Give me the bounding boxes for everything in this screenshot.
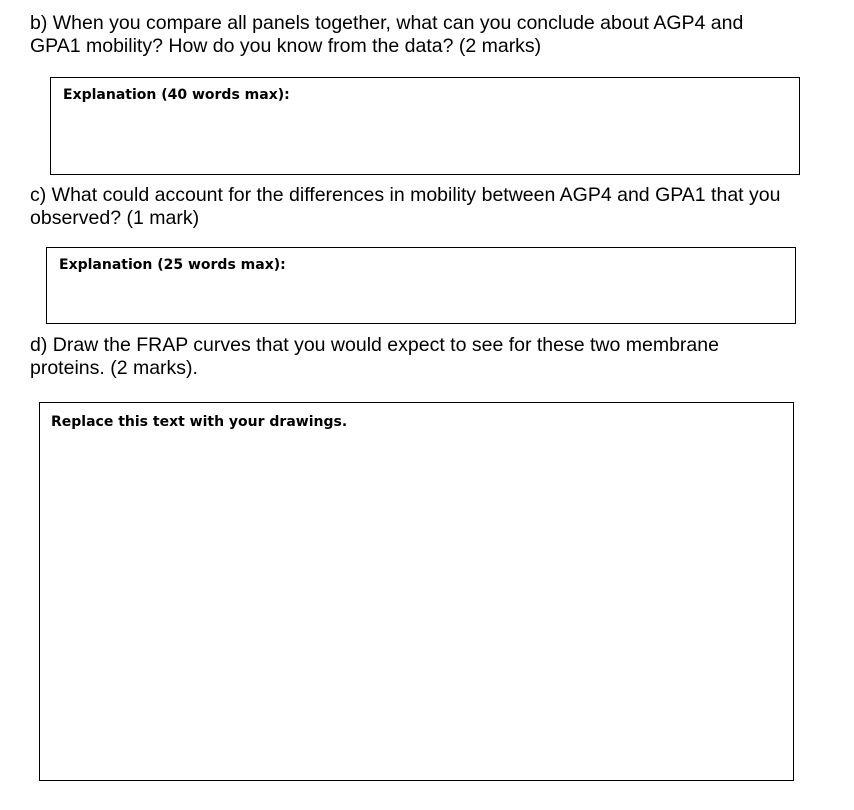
drawing-box-d[interactable] — [39, 402, 794, 781]
question-c-text — [30, 184, 780, 230]
drawing-box-d-label: Replace this text with your drawings. — [51, 414, 348, 430]
answer-box-b[interactable] — [50, 77, 800, 175]
answer-box-c[interactable] — [46, 247, 796, 324]
question-c-line-1: c) What could account for the differences in mobility between AGP4 and GPA1 that you — [30, 184, 781, 206]
question-d-line-2: proteins. (2 marks). — [30, 357, 198, 379]
answer-box-b-label: Explanation (40 words max): — [63, 87, 290, 103]
question-d-text — [30, 334, 719, 380]
answer-box-c-label: Explanation (25 words max): — [59, 257, 286, 273]
question-d-line-1: d) Draw the FRAP curves that you would expect to see for these two membrane — [30, 334, 719, 356]
question-b-line-1: b) When you compare all panels together, what can you conclude about AGP4 and — [30, 12, 744, 34]
question-b-text — [30, 12, 743, 58]
question-c-line-2: observed? (1 mark) — [30, 207, 200, 229]
question-b-line-2: GPA1 mobility? How do you know from the data? (2 marks) — [30, 35, 542, 57]
